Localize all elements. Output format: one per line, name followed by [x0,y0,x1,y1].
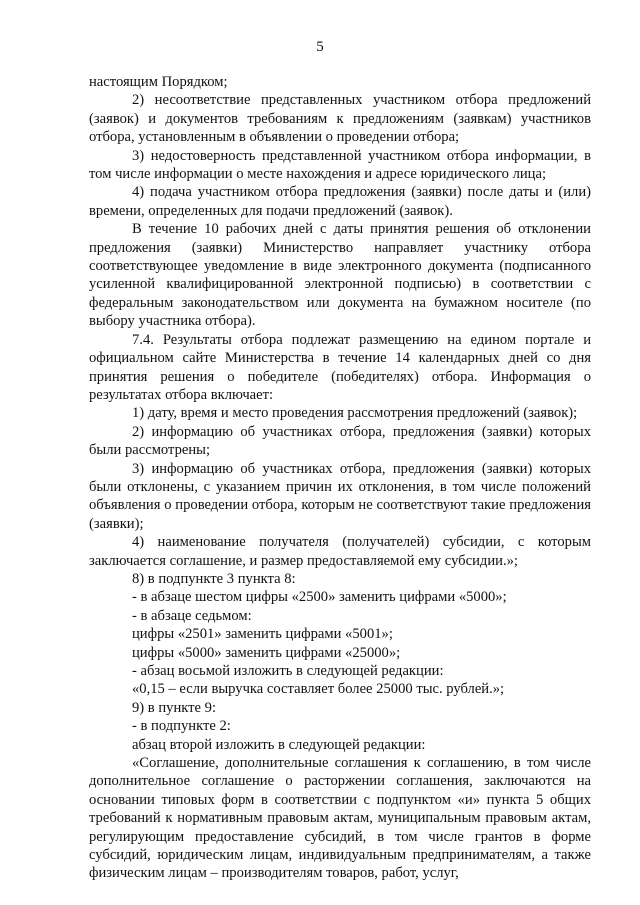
document-body [89,73,591,883]
paragraph: 3) недостоверность представленной участником отбора информации, в том числе информации о месте нахождения и адресе юридического лица; [89,147,591,183]
paragraph: 3) информацию об участниках отбора, предложения (заявки) которых были отклонены, с указанием причин их отклонения, в том числе положений объявления о проведении отбора, которым не соответствуют такие предложения (заявки); [89,460,591,532]
paragraph: 4) наименование получателя (получателей) субсидии, с которым заключается соглашение, и размер предоставляемой ему субсидии.»; [89,534,591,569]
paragraph: абзац второй изложить в следующей редакции: [132,736,426,753]
paragraph: 2) информацию об участниках отбора, предложения (заявки) которых были рассмотрены; [89,423,591,459]
paragraph: 7.4. Результаты отбора подлежат размещению на едином портале и официальном сайте Министерства в течение 14 календарных дней со дня принятия решения о победителе (победителях) отбора. Информация о результатах отбора включает: [89,331,591,403]
paragraph: настоящим Порядком; [89,74,228,90]
paragraph: цифры «2501» заменить цифрами «5001»; [132,626,393,643]
paragraph: - абзац восьмой изложить в следующей редакции: [132,663,444,679]
paragraph: - в абзаце шестом цифры «2500» заменить цифрами «5000»; [132,589,507,606]
paragraph: - в подпункте 2: [132,718,231,735]
paragraph: 1) дату, время и место проведения рассмотрения предложений (заявок); [132,405,578,422]
paragraph: «Соглашение, дополнительные соглашения к соглашению, в том числе дополнительное соглашение о расторжении соглашения, заключаются на основании типовых форм в соответствии с подпунктом «и» пункта 5 общих требований к нормативным правовым актам, муниципальным правовым актам, регулирующим предоставление субсидий, в том числе грантов в форме субсидий, юридическим лицам, индивидуальным предпринимателям, а также физическим лицам – производителям товаров, работ, услуг, [89,755,591,882]
paragraph: 9) в пункте 9: [132,699,217,716]
paragraph: - в абзаце седьмом: [132,607,252,624]
paragraph: «0,15 – если выручка составляет более 25000 тыс. рублей.»; [132,681,505,698]
paragraph: 8) в подпункте 3 пункта 8: [132,570,296,587]
paragraph: цифры «5000» заменить цифрами «25000»; [132,644,401,661]
page-number: 5 [316,39,324,55]
paragraph: В течение 10 рабочих дней с даты принятия решения об отклонении предложения (заявки) Министерство направляет участнику отбора соответствующее уведомление в виде электронного документа (подписанного усиленной квалифицированной электронной подписью) в соответствии с федеральным законодательством или документа на бумажном носителе (по выбору участника отбора). [89,221,591,330]
paragraph: 4) подача участником отбора предложения (заявки) после даты и (или) времени, определенных для подачи предложений (заявок). [89,184,591,219]
paragraph: 2) несоответствие представленных участником отбора предложений (заявок) и документов требованиям к предложениям (заявкам) участников отбора, установленным в объявлении о проведении отбора; [89,92,591,146]
